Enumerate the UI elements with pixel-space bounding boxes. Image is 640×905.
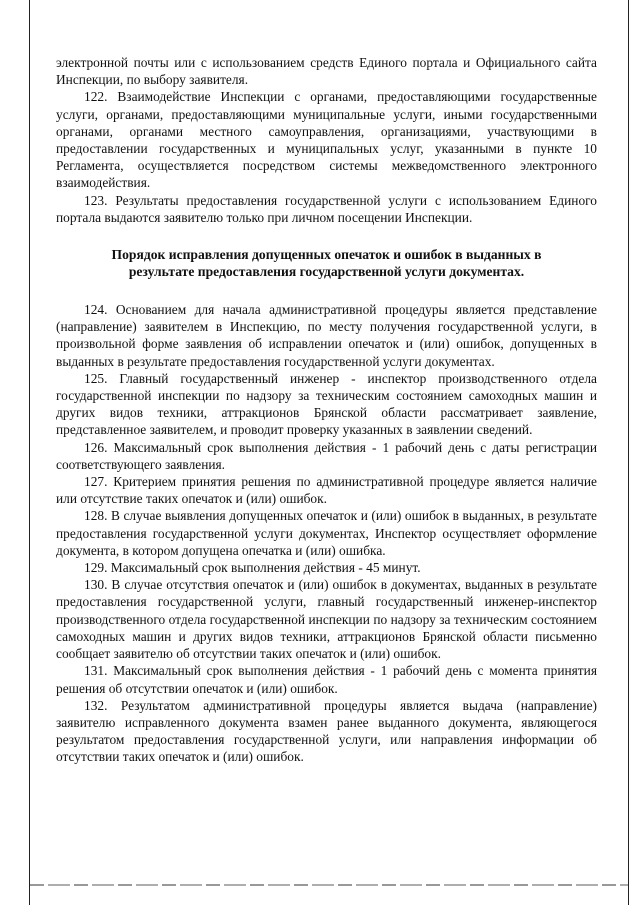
paragraph-127: 127. Критерием принятия решения по административной процедуре является наличие или отсутствие таких опечаток и (или) ошибок. xyxy=(56,474,597,507)
section-heading xyxy=(56,246,597,280)
paragraph-continuation: электронной почты или с использованием средств Единого портала и Официального сайта Инспекции, по выбору заявителя. xyxy=(56,55,597,88)
scan-border-left xyxy=(29,0,30,905)
paragraph-129: 129. Максимальный срок выполнения действия - 45 минут. xyxy=(84,560,421,576)
paragraph-126: 126. Максимальный срок выполнения действия - 1 рабочий день с даты регистрации соответствующего заявления. xyxy=(56,439,597,472)
scan-bottom-artifact xyxy=(30,884,628,886)
paragraph-125: 125. Главный государственный инженер - инспектор производственного отдела государственной инспекции по надзору за техническим состоянием самоходных машин и других видов техники, аттракционов Брянской области рассматривает заявление, представленное заявителем, и проводит проверку указанных в заявлении сведений. xyxy=(56,370,597,438)
paragraph-132: 132. Результатом административной процедуры является выдача (направление) заявителю исправленного документа взамен ранее выданного документа, являющегося результатом предоставления государственной услуги, или направления информации об отсутствии таких опечаток и (или) ошибок. xyxy=(56,697,597,765)
paragraph-123: 123. Результаты предоставления государственной услуги с использованием Единого портала выдаются заявителю только при личном посещении Инспекции. xyxy=(56,192,597,225)
paragraph-124: 124. Основанием для начала административной процедуры является представление (направление) заявителем в Инспекцию, по месту получения государственной услуги, в произвольной форме заявления об исправлении опечаток и (или) ошибок, допущенных в выданных в результате предоставления государственной услуги документах. xyxy=(56,302,597,369)
paragraph-128: 128. В случае выявления допущенных опечаток и (или) ошибок в выданных, в результате предоставления государственной услуги документах, Инспектор осуществляет оформление документа, в котором допущена опечатка и (или) ошибка. xyxy=(56,508,597,558)
document-body xyxy=(56,54,597,766)
section-heading-line-1: Порядок исправления допущенных опечаток и ошибок в выданных в xyxy=(111,247,542,263)
paragraph-131: 131. Максимальный срок выполнения действия - 1 рабочий день с момента принятия решения об отсутствии опечаток и (или) ошибок. xyxy=(56,663,597,696)
paragraph-122: 122. Взаимодействие Инспекции с органами, предоставляющими государственные услуги, органами, предоставляющими муниципальные услуги, иными государственными органами, органами местного самоуправления, организациями, участвующими в предоставлении государственных и муниципальных услуг, указанными в пункте 10 Регламента, осуществляется посредством системы межведомственного электронного взаимодействия. xyxy=(56,89,597,191)
paragraph-130: 130. В случае отсутствия опечаток и (или) ошибок в документах, выданных в результате предоставления государственной услуги, главный государственный инженер-инспектор производственного отдела государственной инспекции по надзору за техническим состоянием самоходных машин и других видов техники, аттракционов Брянской области письменно сообщает заявителю об отсутствии таких опечаток и (или) ошибок. xyxy=(56,577,597,662)
scan-border-right xyxy=(628,0,629,905)
section-heading-line-2: результате предоставления государственной услуги документах. xyxy=(128,264,525,280)
